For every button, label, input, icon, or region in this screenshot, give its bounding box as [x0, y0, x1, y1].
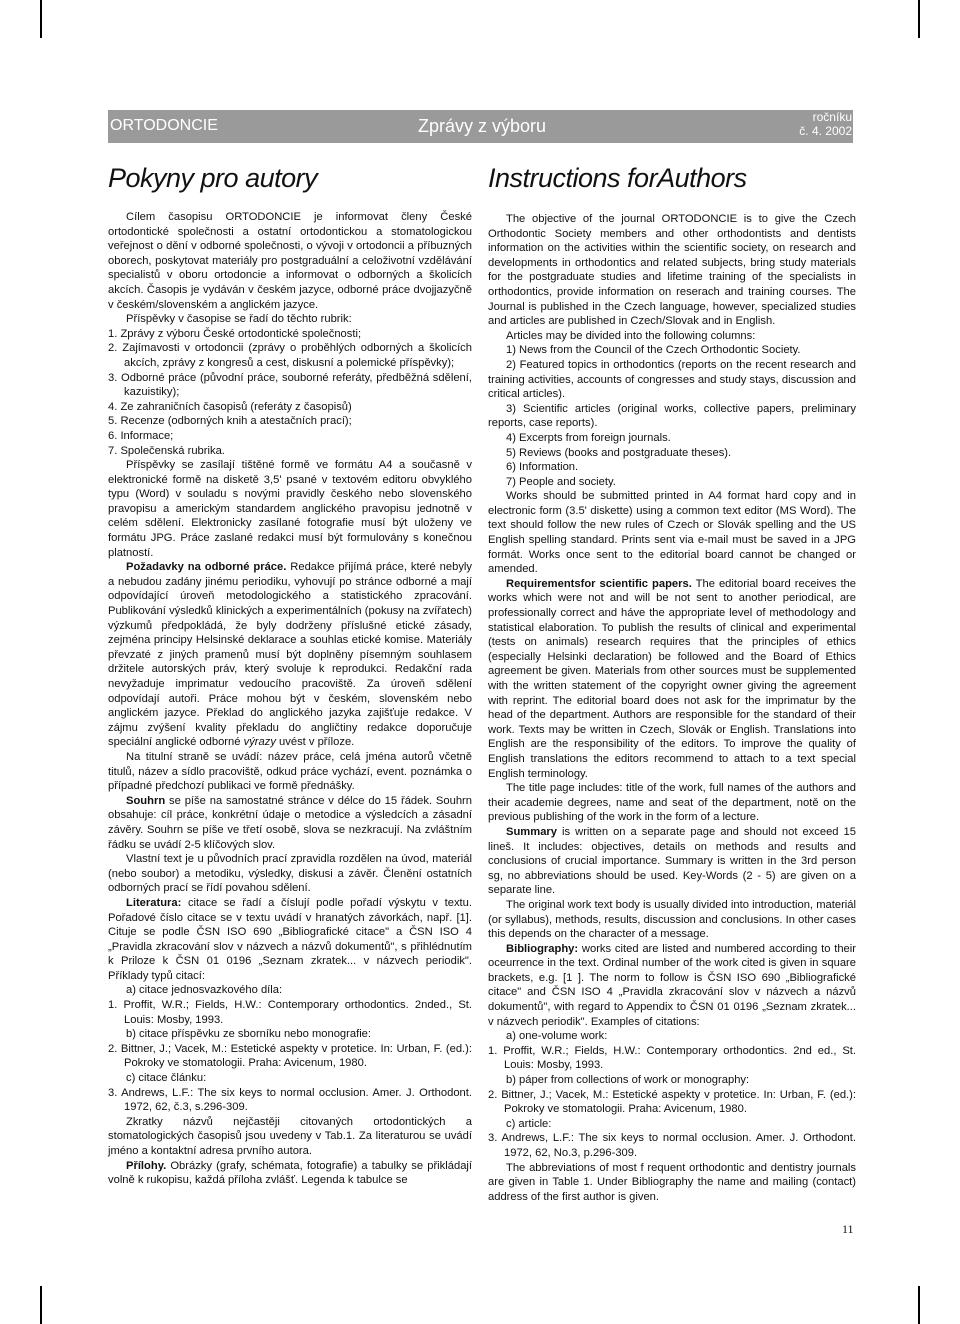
bold-heading: Requirementsfor scientific papers. — [506, 577, 692, 590]
example-heading: a) one-volume work: — [506, 1030, 608, 1043]
paragraph: The original work text body is usually divided into introduction, materiál (or syllabus), methods, results, discussion and conclusions. In other cases this depends on the character of a message. — [488, 898, 856, 941]
list-item: 1) News from the Council of the Czech Orthodontic Society. — [506, 344, 801, 357]
example-heading: b) páper from collections of work or monography: — [506, 1074, 750, 1087]
crop-mark — [40, 1286, 42, 1324]
citation: 1. Proffit, W.R.; Fields, H.W.: Contemporary orthodontics. 2nded., St. Louis: Mosby, 1993. — [108, 999, 472, 1026]
journal-section: ORTODONCIE — [110, 117, 218, 134]
paragraph — [108, 794, 472, 852]
list-item: 2. Zajímavosti v ortodoncii (zprávy o proběhlých odborných a školicích akcích, zprávy z kongresů a cest, diskusní a polemické příspěvky); — [108, 342, 472, 369]
paragraph: Na titulní straně se uvádí: název práce, celá jména autorů včetně titulů, název a sídlo pracoviště, odkud práce vychází, event. poznámka o případné předchozí publikaci ve formě přednášky. — [108, 750, 472, 793]
paragraph — [488, 942, 856, 1030]
list-item: 6. Informace; — [108, 429, 174, 442]
example-heading: c) article: — [506, 1117, 552, 1130]
volume-info — [790, 110, 852, 138]
page-number: 11 — [842, 1222, 854, 1236]
list-item: 3. Odborné práce (původní práce, souborné referáty, předběžná sdělení, kazuistiky); — [108, 371, 472, 399]
paragraph: The title page includes: title of the work, full names of the authors and their academie degrees, name and seat of the department, notě on the previous publishing of the work in the form of a lecture. — [488, 782, 856, 824]
paragraph — [488, 825, 856, 898]
left-column — [108, 210, 472, 1188]
paragraph: Cílem časopisu ORTODONCIE je informovat členy České ortodontické společnosti a ostatní ortodontickou a stomatologickou veřejnost o dění v odborné společnosti, o vývoji v ortodoncii a příbuzných oborech, poskytovat materiály pro postgraduální a celoživotní vzdělávání specialistů v oboru ortodoncie a informovat o odborných a školicích akcích. Časopis je vydáván v českém jazyce, odborné práce dvojjazyčně v českém/slovenském a anglickém jazyce. — [108, 211, 472, 311]
right-column — [488, 212, 856, 1204]
paragraph: Articles may be divided into the following columns: — [506, 329, 756, 342]
citation: 3. Andrews, L.F.: The six keys to normal occlusion. Amer. J. Orthodont. 1972, 62, č.3, s.296-309. — [108, 1086, 472, 1114]
list-item: 5) Reviews (books and postgraduate theses). — [506, 446, 732, 459]
paragraph-text: is written on a separate page and should not exceed 15 lineš. It includes: objectives, details on methods and results and conclusions of crucial importance. Summary is written in the 3rd person sg, no abbreviations should be used. Key-Words (2 - 5) are given on a separate line. — [488, 825, 856, 897]
paragraph-text: uvést v příloze. — [279, 736, 355, 749]
paragraph: Works should be submitted printed in A4 format hard copy and in electronic form (3.5' diskette) using a common text editor (MS Word). The text should follow the new rules of Czech or Slovák spelling and the US English spelling standard. Prints sent via e-mail must be saved in a JPG formát. Works once sent to the editorial board cannot be changed or amended. — [488, 490, 856, 576]
paragraph — [488, 577, 856, 781]
paragraph-text: The editorial board receives the works which were not and will be not sent to another periodical, are professionally correct and háve the appropriate level of methodology and statistical elaboration. To publish the results of clinical and experimental (tests on animals) research requires that the principles of ethics (especially Helsinki declaration) be followed and the Board of Ethics agreement be given. Materials from other sources must be supplemented with the written statement of the copyright owner giving the agreement with reprint. The editorial board does not ask for the imprimatur by the head of the department. Authors are responsible for the standard of their work. Texts may be written in Czech, Slovák or English. Translations into English are the responsibility of the editors. To improve the quality of English translations the editors recommend to attach to a text special English terminology. — [488, 577, 856, 780]
left-title: Pokyny pro autory — [108, 163, 318, 193]
list-item: 7. Společenská rubrika. — [108, 444, 225, 457]
list-item: 6) Information. — [506, 461, 579, 474]
list-item: 3) Scientific articles (original works, collective papers, preliminary reports, case reports). — [488, 402, 856, 430]
citation: 3. Andrews, L.F.: The six keys to normal occlusion. Amer. J. Orthodont. 1972, 62, No.3, p.296-309. — [488, 1132, 856, 1159]
paragraph-text: Obrázky (grafy, schémata, fotografie) a tabulky se přikládají volně k rukopisu, každá příloha zvlášť. Legenda k tabulce se — [108, 1159, 473, 1187]
bold-heading: Summary — [506, 825, 557, 838]
right-title: Instructions forAuthors — [488, 163, 747, 193]
header-title: Zprávy z výboru — [418, 116, 547, 136]
paragraph-text: se píše na samostatné stránce v délce do 15 řádek. Souhrn obsahuje: cíl práce, konkrétní údaje o metodice a výsledcích a zásadní závěry. Souhrn se píše ve třetí osobě, slova se nezkracují. Na zvláštním řádku se uvádí 2-5 klíčových slov. — [108, 794, 473, 851]
paragraph-text: citace se řadí a číslují podle pořadí výskytu v textu. Pořadové číslo citace se v textu uvádí v hranatých závorkách, např. [1]. Cituje se podle ČSN ISO 690 „Bibliografické citace" a ČSN ISO 4 „Pravidla zkracování slov v názvech a názvů dokumentů", s přihlédnutím k Priloze k ČSN 01 0196 „Seznam zkratek... v názvech periodik". Příklady typů citací: — [108, 896, 472, 982]
paragraph: Příspěvky se zasílají tištěné formě ve formátu A4 a současně v elektronické formě na disketě 3,5' psané v textovém editoru obvyklého typu (Word) v souladu s novými pravidly českého nebo slovenského pravopisu a americkým standardem anglického pravopisu jednotně v celém sdělení. Elektronicky zasílané fotografie musí být uloženy ve formátu JPG. Práce zaslané redakci musí být formulovány s konečnou platností. — [108, 459, 472, 559]
example-heading: a) citace jednosvazkového díla: — [126, 984, 283, 997]
bold-heading: Požadavky na odborné práce. — [126, 561, 287, 574]
list-item: 5. Recenze (odborných knih a atestačních prací); — [108, 415, 352, 428]
paragraph: The abbreviations of most f requent orthodontic and dentistry journals are given in Table 1. Under Bibliography the name and mailing (contact) address of the first author is given. — [488, 1161, 856, 1203]
italic-term: výrazy — [243, 736, 276, 749]
paragraph: Vlastní text je u původních prací zpravidla rozdělen na úvod, materiál (nebo soubor) a metodiku, výsledky, diskusi a závěr. Členění ostatních odborných prací se řídí povahou sdělení. — [108, 853, 472, 895]
paragraph — [108, 1159, 472, 1188]
list-item: 4. Ze zahraničních časopisů (referáty z časopisů) — [108, 400, 352, 413]
citation: 2. Bittner, J.; Vacek, M.: Estetické aspekty v protetice. In: Urban, F. (ed.): Pokroky ve stomatologii. Praha: Avicenum, 1980. — [108, 1042, 472, 1070]
crop-mark — [918, 0, 920, 38]
bold-heading: Souhrn — [126, 794, 166, 807]
crop-mark — [918, 1286, 920, 1324]
list-item: 4) Excerpts from foreign journals. — [506, 431, 671, 444]
bold-heading: Literatura: — [126, 896, 182, 909]
citation: 1. Proffit, W.R.; Fields, H.W.: Contemporary orthodontics. 2nd ed., St. Louis: Mosby, 1993. — [488, 1044, 856, 1072]
list-item: 2) Featured topics in orthodontics (reports on the recent research and training activities, accounts of congresses and study stays, discussion and critical articles). — [488, 358, 856, 401]
issue-line: č. 4. 2002 — [799, 124, 852, 138]
bold-heading: Přílohy. — [126, 1159, 167, 1172]
paragraph-text: Redakce přijímá práce, které nebyly a nebudou zadány jinému periodiku, vyhovují po stránce odborné a mají odpovídající úroveň metodologického a statistického zpracování. Publikování výsledků klinických a experimentálních (pokusy na zvířatech) výzkumů předpokládá, že byly dodrženy příslušné etické zásady, zejména principy Helsinské deklarace a souhlas etické komise. Materiály převzaté z jiných pramenů musí být doplněny písemným souhlasem držitele autorských práv, který svoluje k reprodukci. Redakční rada nevyžaduje imprimatur vedoucího pracoviště. Za úroveň sdělení odpovídají autoři. Práce mohou být v českém, slovenském nebo anglickém jazyce. Překlad do anglického jazyka zajišťuje redakce. V zájmu zvýšení kvality překladu do angličtiny redakce doporučuje speciální anglické odborné — [108, 561, 472, 749]
example-heading: b) citace příspěvku ze sborníku nebo monografie: — [126, 1028, 372, 1041]
paragraph: Zkratky názvů nejčastěji citovaných ortodontických a stomatologických časopisů jsou uvedeny v Tab.1. Za literaturou se uvádí jméno a kontaktní adresa prvního autora. — [108, 1115, 472, 1157]
paragraph — [108, 560, 472, 750]
paragraph: Příspěvky v časopise se řadí do těchto rubrik: — [126, 313, 352, 326]
volume-line: ročníku — [812, 110, 852, 124]
list-item: 7) People and society. — [506, 475, 616, 488]
paragraph-text: works cited are listed and numbered according to their oceurrence in the text. Ordinal number of the work cited is given in square brackets, e.g. [1 ]. The norm to follow is ČSN ISO 690 „Bibliografické citace" and ČSN ISO 4 „Pravidla zkracování slov v názvech a názvů dokumentů", with regard to Appendix to ČSN 01 0196 „Seznam zkratek... v názvech periodik". Examples of citations: — [488, 942, 856, 1028]
bold-heading: Bibliography: — [506, 942, 579, 955]
paragraph: The objective of the journal ORTODONCIE is to give the Czech Orthodontic Society members and other orthodontists and dentists information on the activities within the scientific society, on research and developments in orthodontics and related subjects, bring study materials for the postgraduate studies and lifetime training of the specialists in orthodontics, provide information on reserach and training courses. The Journal is published in the Czech language, however, specialized studies and articles are published in Czech/Slovak and in English. — [488, 213, 856, 328]
crop-mark — [40, 0, 42, 38]
list-item: 1. Zprávy z výboru České ortodontické společnosti; — [108, 327, 362, 340]
paragraph — [108, 896, 472, 984]
citation: 2. Bittner, J.; Vacek, M.: Estetické aspekty v protetice. In: Urban, F. (ed.): Pokroky ve stomatologii. Praha: Avicenum, 1980. — [488, 1088, 856, 1116]
example-heading: c) citace článku: — [126, 1072, 207, 1085]
